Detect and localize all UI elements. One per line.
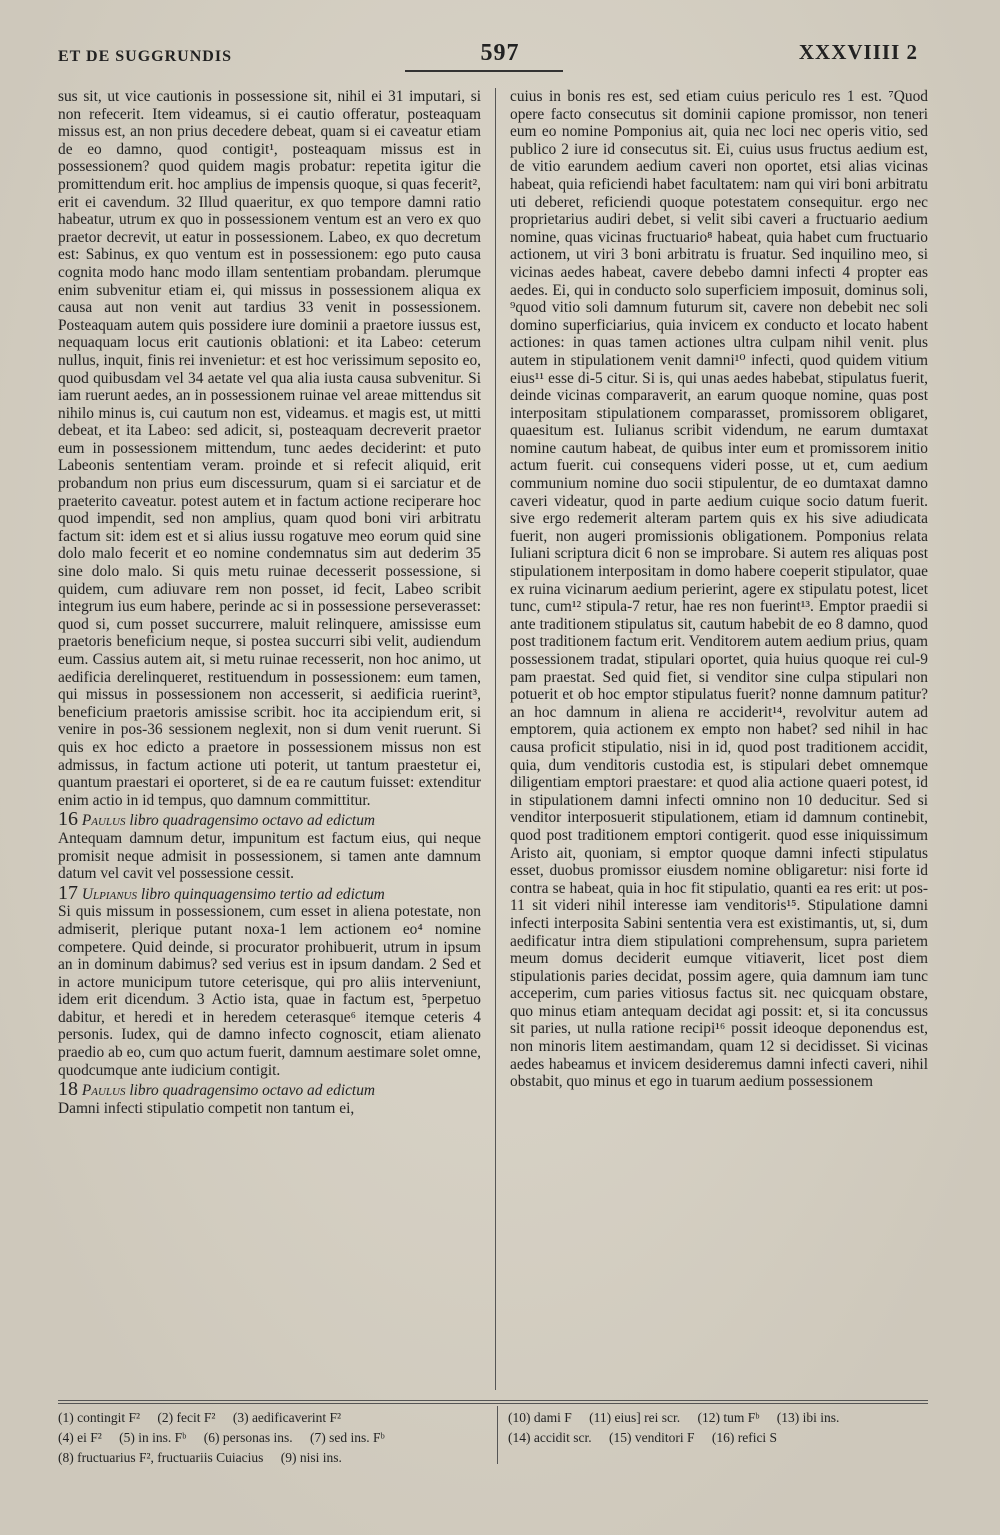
footnote-divider — [497, 1406, 498, 1464]
fragment-source: libro quinquagensimo tertio ad edictum — [140, 885, 385, 903]
running-head-section: XXXVIIII 2 — [798, 40, 918, 64]
footnote: (12) tum Fᵇ — [697, 1410, 760, 1425]
footnote: (14) accidit scr. — [508, 1430, 592, 1445]
fragment-18-heading — [58, 1078, 481, 1101]
footnote: (7) sed ins. Fᵇ — [309, 1430, 385, 1445]
footnote: (8) fructuarius F², fructuariis Cuiacius — [58, 1450, 264, 1465]
right-text-block: cuius in bonis res est, sed etiam cuius periculo res 1 est. ⁷Quod opere facto consecutus sit dominii capione promissor, non teneri eum eo nomine Pomponius ait, quia nec loci nec operis vitio, sed publico 2 iure id consecutus sit. Ei, cuius usus fructus aedium est, de vitio earundem aedium caveri non oportet, etsi alias vicinas habeat, quia reficiendi habet facultatem: nam qui viri boni arbitratu uti deberet, reficiendi quoque potestatem consequitur. ergo nec proprietarius audiri debet, si velit sibi caveri a fructuario aedium nomine, quas vicinas fructuario⁸ habeat, quia habet cum fructuario actionem, ut viri 3 boni arbitratu is fruatur. Sed inquilino meo, si vicinas aedes habeat, cavere debebo damni infecti 4 propter eas aedes. Ei, qui in conducto solo superficiem imposuit, dominus soli, ⁹quod vitio soli damnum futurum sit, cavere non debebit nec soli domino superficiarius, quia invicem ex conducto et locato habent actiones: in quas tamen actiones ultra culpam nihil venit. plus autem in stipulationem venit damni¹⁰ infecti, quod quidem vitium eius¹¹ esse di-5 citur. Si is, qui unas aedes habebat, stipulatus fuerit, deinde vicinas comparaverit, an earum quoque nomine, quas post interpositam stipulationem comparasset, promissorem obligaret, quaesitum est. Iulianus scribit videndum, ne earum dumtaxat nomine cautum habeat, de quibus inter eum et promissorem initio actum fuerit. cui consequens videri posse, ut et, cum aedium communium nomine duo socii stipulentur, de eo dumtaxat damno caveri videatur, quod in parte aedium cuique socio datum fuerit. sive ergo redemerit alteram partem quis ex his sive adiudicata fuerit, non augeri promissionis obligationem. Pomponius relata Iuliani scriptura dicit 6 non se improbare. Si autem res aliquas post stipulationem interpositam in domo habere coeperit stipulator, quae ex ruina vicinarum aedium perierint, agere ex stipulatu potest, licet tunc, cum¹² stipula-7 retur, hae res non fuerint¹³. Emptor praedii si ante traditionem stipulatus sit, cautum habebit de eo 8 damno, quod post traditionem factum erit. Venditorem autem aedium prius, quam possessionem tradat, stipulari oportet, quia huius quoque rei cul-9 pam praestat. Sed quid fiet, si venditor sine culpa stipulari non potuerit et ob hoc emptor stipulatus fuerit? nonne damnum patitur? an hoc damnum in aliena re acciderit¹⁴, revolvitur autem ad emptorem, quia actionem ex empto non habet? sed nihil in hac causa proficit stipulatio, nisi in id, quod post traditionem accidit, quia, dum venditoris custodia est, is stipulari debet omnemque diligentiam emptori praestare: et quod alia actione quaeri potest, id in stipulationem damni infecti omnino non 10 deducitur. Sed si venditor interposuerit stipulationem, etiam id damnum continebit, quod post traditionem emptori contigerit. quod esse iniquissimum Aristo ait, quoniam, si emptor quoque damni infecti stipulatus esset, duobus promissor eiusdem nomine obligaretur: nisi forte id contra se habeat, quia in hoc fit stipulatio, quanti ea res erit: ut pos-11 sit videri nihil interesse iam venditoris¹⁵. Stipulatione damni infecti interposita Sabini sententia vera est existimantis, ut, si, dum aedificatur intra diem stipulationi comprehensum, supra parietem meum domus deciderit eumque vitiaverit, licet post diem stipulationis paries decidat, possim agere, quia damnum iam tunc acceperim, cum paries vitiosus factus sit. nec quicquam obstare, quo minus etiam antequam decidat agi possit: et, si ita concussus sit paries, ut nulla ratione recipi¹⁶ possit ideoque deponendus est, non minoris litem aestimandam, quam 12 si decidisset. Si vicinas aedes habeamus et invicem desideremus damni infecti caveri, nihil obstabit, quo minus et ego in tuarum aedium possessionem — [510, 88, 928, 1091]
footnote: (6) personas ins. — [203, 1430, 293, 1445]
footnotes-left — [58, 1408, 488, 1468]
fragment-source: libro quadragensimo octavo ad edictum — [129, 812, 376, 830]
left-column — [58, 88, 481, 1119]
footnote: (10) dami F — [508, 1410, 572, 1425]
footnote-rule — [58, 1400, 928, 1401]
page-number: 597 — [480, 40, 520, 66]
footnote: (11) eius] rei scr. — [589, 1410, 681, 1425]
footnote: (1) contingit F² — [58, 1410, 141, 1425]
footnote: (9) nisi ins. — [280, 1450, 342, 1465]
fragment-number: 18 — [58, 1078, 78, 1101]
page-number-rule — [405, 70, 563, 72]
fragment-number: 16 — [58, 808, 78, 831]
left-text-block: sus sit, ut vice cautionis in possessione sit, nihil ei 31 imputari, si non refecerit. Item videamus, si ei cautio offeratur, posteaquam missus est, an non prius decedere debeat, quam si ei caveatur etiam de eo damno, quod contigit¹, posteaquam missus est in possessionem? quod quidem magis probatur: repetita igitur die promittendum erit. hoc amplius de impensis quoque, si quas fecerit², erit ei cavendum. 32 Illud quaeritur, ex quo tempore damni ratio habeatur, utrum ex quo in possessionem ventum est an vero ex quo praetor decrevit, ut eatur in possessionem. Labeo, ex quo decretum est: Sabinus, ex quo ventum est in possessionem: ego puto causa cognita modo hanc modo illam sententiam probandam. plerumque enim subvenitur etiam ei, qui missus in possessionem aliqua ex causa aut non venit aut tardius 33 venit in possessionem. Posteaquam autem quis possidere iure dominii a praetore iussus est, nequaquam locus erit cautionis oblationi: et ita Labeo: ceterum nullus, inquit, finis rei invenietur: et est hoc verissimum seposito eo, quod quibusdam vel 34 aetate vel qua alia iusta causa subvenitur. Si iam ruerunt aedes, an in possessionem ruinae vel areae mittendus sit nihilo minus is, cui cautum non est, videamus. et magis est, ut mitti debeat, et ita Labeo: sed adicit, si, posteaquam decreverit praetor eum in possessionem mittendum, tunc aedes deciderint: et puto Labeonis sententiam veram. proinde et si refecit aliquid, erit probandum non prius eum discessurum, quam si ei sarciatur et de praeterito caveatur. potest autem et in factum actione reciperare hoc quod impendit, sed non amplius, quam quod boni viri arbitratu factum sit: idem est et si alius iussu rogatuve meo eorum quid sine dolo malo fecerit et eo nomine condemnatus sim aut dederim 35 sine dolo malo. Si quis metu ruinae decesserit possessione, si quidem, cum adiuvare rem non posset, id fecit, Labeo scribit integrum ius eum habere, perinde ac si in possessione perseverasset: quod si, cum posset succurrere, maluit relinquere, amississe eum praetoris beneficium neque, si postea succurri sibi velit, audiendum eum. Cassius autem ait, si metu ruinae recesserit, non hoc animo, ut aedificia derelinqueret, restituendum in possessionem: eum tamen, qui missus in possessionem non accesserit, si aedificia ruerint³, beneficium praetoris amissise scribit. hoc ita accipiendum erit, si venire in pos-36 sessionem neglexit, non si dum venit ruerunt. Si quis ex hoc edicto a praetore in possessionem missus non est admissus, in factum actione uti poterit, ut tantum praestetur ei, quantum praestari ei oporteret, si de ea re cautum fuisset: extenditur enim actio in id tempus, quo damnum committitur. — [58, 88, 481, 809]
right-column — [510, 88, 928, 1091]
fragment-author: Ulpianus — [81, 885, 137, 903]
fragment-source: libro quadragensimo octavo ad edictum — [129, 1082, 376, 1100]
fragment-17-heading — [58, 881, 481, 904]
fragment-16-heading — [58, 808, 481, 831]
footnote: (16) refici S — [711, 1430, 778, 1445]
footnote: (2) fecit F² — [157, 1410, 216, 1425]
fragment-17-text: Si quis missum in possessionem, cum esset in aliena potestate, non admiserit, plerique putant noxa-1 lem actionem eo⁴ nomine competere. Quid deinde, si procurator prohibuerit, utrum in ipsum an in dominum dabimus? sed verius est in ipsum dandam. 2 Sed et in actore municipum tutore ceterisque, qui pro aliis interveniunt, idem erit dicendum. 3 Actio ista, quae in factum est, ⁵perpetuo dabitur, et heredi et in heredem ceterasque⁶ itemque ceteris 4 personis. Iudex, qui de damno infecto cognoscit, etiam alienato praedio ab eo, cum quo actum fuerit, damnum aestimare solet omne, quodcumque ante iudicium contigit. — [58, 903, 481, 1079]
fragment-18-text: Damni infecti stipulatio competit non tantum ei, — [58, 1099, 355, 1117]
fragment-number: 17 — [58, 881, 78, 904]
column-divider — [495, 88, 496, 1390]
fragment-author: Paulus — [81, 1082, 126, 1100]
footnote: (13) ibi ins. — [776, 1410, 840, 1425]
footnotes-right — [508, 1408, 928, 1448]
footnote: (4) ei F² — [58, 1430, 102, 1445]
fragment-16-text: Antequam damnum detur, impunitum est factum eius, qui neque promisit neque admisit in possessionem, si tamen ante damnum datum vel cavit vel possessione cessit. — [58, 829, 481, 883]
footnote: (15) venditori F — [608, 1430, 695, 1445]
fragment-author: Paulus — [81, 812, 126, 830]
running-head-title: ET DE SUGGRUNDIS — [58, 48, 232, 65]
footnote: (5) in ins. Fᵇ — [119, 1430, 187, 1445]
footnote: (3) aedificaverint F² — [232, 1410, 342, 1425]
footnote-rule-double — [58, 1403, 928, 1404]
